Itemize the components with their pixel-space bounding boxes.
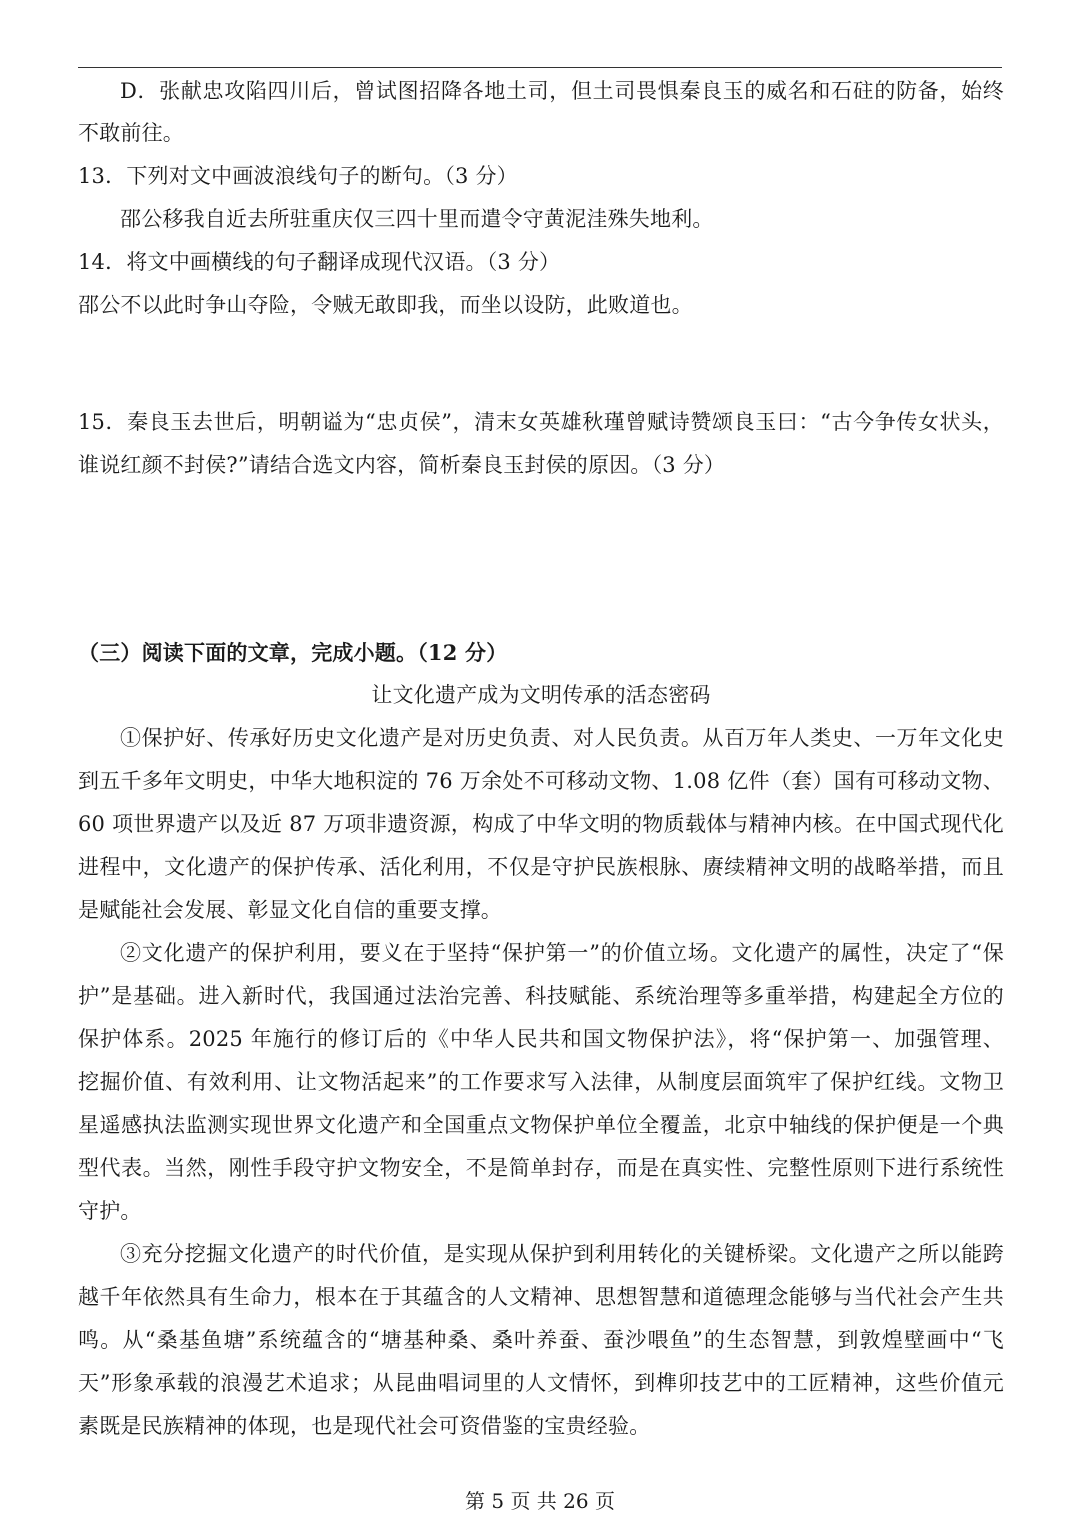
top-rule: [78, 67, 1002, 68]
para2-line-6: 型代表。当然，刚性手段守护文物安全，不是简单封存，而是在真实性、完整性原则下进行系统性: [78, 1156, 1004, 1180]
question-15-line-1: 15．秦良玉去世后，明朝谥为“忠贞侯”，清末女英雄秋瑾曾赋诗赞颂良玉曰：“古今争传女状头，: [78, 410, 1004, 434]
para2-line-1: ②文化遗产的保护利用，要义在于坚持“保护第一”的价值立场。文化遗产的属性，决定了“保: [120, 941, 1004, 965]
para1-line-2: 到五千多年文明史，中华大地积淀的 76 万余处不可移动文物、1.08 亿件（套）国有可移动文物、: [78, 769, 1004, 793]
para2-line-2: 护”是基础。进入新时代，我国通过法治完善、科技赋能、系统治理等多重举措，构建起全方位的: [78, 984, 1004, 1008]
para1-line-3: 60 项世界遗产以及近 87 万项非遗资源，构成了中华文明的物质载体与精神内核。在中国式现代化: [78, 812, 1004, 836]
para1-line-1: ①保护好、传承好历史文化遗产是对历史负责、对人民负责。从百万年人类史、一万年文化史: [120, 726, 1004, 750]
para1-line-5: 是赋能社会发展、彰显文化自信的重要支撑。: [78, 898, 502, 922]
para3-line-5: 素既是民族精神的体现，也是现代社会可资借鉴的宝贵经验。: [78, 1414, 651, 1438]
option-d-line-2: 不敢前往。: [78, 121, 184, 145]
para3-line-3: 鸣。从“桑基鱼塘”系统蕴含的“塘基种桑、桑叶养蚕、蚕沙喂鱼”的生态智慧，到敦煌壁画中“飞: [78, 1328, 1004, 1352]
article-title: 让文化遗产成为文明传承的活态密码: [371, 683, 711, 707]
para3-line-4: 天”形象承载的浪漫艺术追求；从昆曲唱词里的人文情怀，到榫卯技艺中的工匠精神，这些价值元: [78, 1371, 1004, 1395]
para3-line-2: 越千年依然具有生命力，根本在于其蕴含的人文精神、思想智慧和道德理念能够与当代社会产生共: [78, 1285, 1004, 1309]
para3-line-1: ③充分挖掘文化遗产的时代价值，是实现从保护到利用转化的关键桥梁。文化遗产之所以能跨: [120, 1242, 1004, 1266]
para2-line-3: 保护体系。2025 年施行的修订后的《中华人民共和国文物保护法》，将“保护第一、加强管理、: [78, 1027, 1004, 1051]
question-13-prompt: 13．下列对文中画波浪线句子的断句。（3 分）: [78, 164, 518, 188]
para1-line-4: 进程中，文化遗产的保护传承、活化利用，不仅是守护民族根脉、赓续精神文明的战略举措，而且: [78, 855, 1004, 879]
para2-line-4: 挖掘价值、有效利用、让文物活起来”的工作要求写入法律，从制度层面筑牢了保护红线。文物卫: [78, 1070, 1004, 1094]
question-15-line-2: 谁说红颜不封侯?”请结合选文内容，简析秦良玉封侯的原因。（3 分）: [78, 453, 726, 477]
question-14-sentence: 邵公不以此时争山夺险，令贼无敢即我，而坐以设防，此败道也。: [78, 293, 693, 317]
para2-line-7: 守护。: [78, 1199, 142, 1223]
para2-line-5: 星遥感执法监测实现世界文化遗产和全国重点文物保护单位全覆盖，北京中轴线的保护便是一个典: [78, 1113, 1004, 1137]
section-heading: （三）阅读下面的文章，完成小题。（12 分）: [78, 640, 508, 665]
option-d-line-1: D．张献忠攻陷四川后，曾试图招降各地土司，但土司畏惧秦良玉的威名和石砫的防备，始终: [120, 79, 1004, 103]
page-footer: 第 5 页 共 26 页: [465, 1489, 615, 1513]
question-13-sentence: 邵公移我自近去所驻重庆仅三四十里而遣令守黄泥洼殊失地利。: [120, 207, 714, 231]
question-14-prompt: 14．将文中画横线的句子翻译成现代汉语。（3 分）: [78, 250, 561, 274]
